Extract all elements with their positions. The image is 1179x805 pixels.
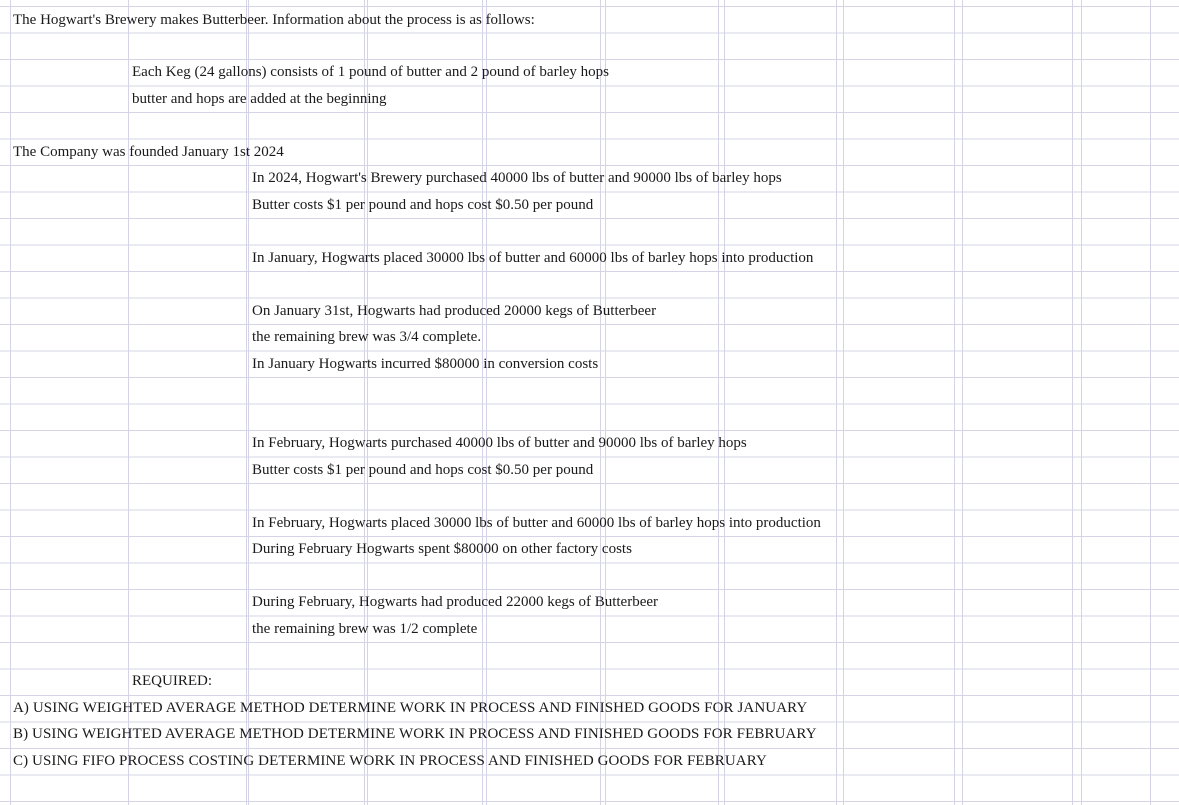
cell-required-label[interactable]: REQUIRED: <box>132 673 212 689</box>
gridline <box>962 0 963 805</box>
gridline <box>1081 0 1082 805</box>
gridline <box>128 0 129 805</box>
gridline <box>367 0 368 805</box>
cell-jan-conversion[interactable]: In January Hogwarts incurred $80000 in conversion costs <box>252 356 599 372</box>
cell-requirement-c[interactable]: C) USING FIFO PROCESS COSTING DETERMINE WORK IN PROCESS AND FINISHED GOODS FOR FEBRUARY <box>13 753 767 769</box>
cell-jan-produced[interactable]: On January 31st, Hogwarts had produced 20000 kegs of Butterbeer <box>252 303 657 319</box>
cell-requirement-a[interactable]: A) USING WEIGHTED AVERAGE METHOD DETERMINE WORK IN PROCESS AND FINISHED GOODS FOR JANUARY <box>13 700 808 716</box>
cell-feb-produced[interactable]: During February, Hogwarts had produced 22000 kegs of Butterbeer <box>252 594 659 610</box>
cell-founded[interactable]: The Company was founded January 1st 2024 <box>13 144 284 160</box>
cell-feb-remaining[interactable]: the remaining brew was 1/2 complete <box>252 621 478 637</box>
cell-feb-factory-costs[interactable]: During February Hogwarts spent $80000 on other factory costs <box>252 541 632 557</box>
cell-feb-purchase[interactable]: In February, Hogwarts purchased 40000 lbs of butter and 90000 lbs of barley hops <box>252 435 747 451</box>
cell-intro[interactable]: The Hogwart's Brewery makes Butterbeer. Information about the process is as follows: <box>13 12 535 28</box>
cell-purchase-2024[interactable]: In 2024, Hogwart's Brewery purchased 40000 lbs of butter and 90000 lbs of barley hops <box>252 170 782 186</box>
gridline <box>724 0 725 805</box>
gridline <box>10 0 11 805</box>
cell-ingredients-added[interactable]: butter and hops are added at the beginning <box>132 91 387 107</box>
cell-jan-remaining[interactable]: the remaining brew was 3/4 complete. <box>252 329 482 345</box>
cell-feb-production[interactable]: In February, Hogwarts placed 30000 lbs of butter and 60000 lbs of barley hops into production <box>252 515 821 531</box>
gridline <box>843 0 844 805</box>
cell-requirement-b[interactable]: B) USING WEIGHTED AVERAGE METHOD DETERMINE WORK IN PROCESS AND FINISHED GOODS FOR FEBRUARY <box>13 726 817 742</box>
cell-jan-production[interactable]: In January, Hogwarts placed 30000 lbs of butter and 60000 lbs of barley hops into production <box>252 250 814 266</box>
gridline <box>1150 0 1151 805</box>
cell-feb-costs[interactable]: Butter costs $1 per pound and hops cost $0.50 per pound <box>252 462 594 478</box>
cell-keg-composition[interactable]: Each Keg (24 gallons) consists of 1 pound of butter and 2 pound of barley hops <box>132 64 609 80</box>
cell-costs-2024[interactable]: Butter costs $1 per pound and hops cost $0.50 per pound <box>252 197 594 213</box>
gridline <box>605 0 606 805</box>
gridline <box>486 0 487 805</box>
gridline <box>248 0 249 805</box>
